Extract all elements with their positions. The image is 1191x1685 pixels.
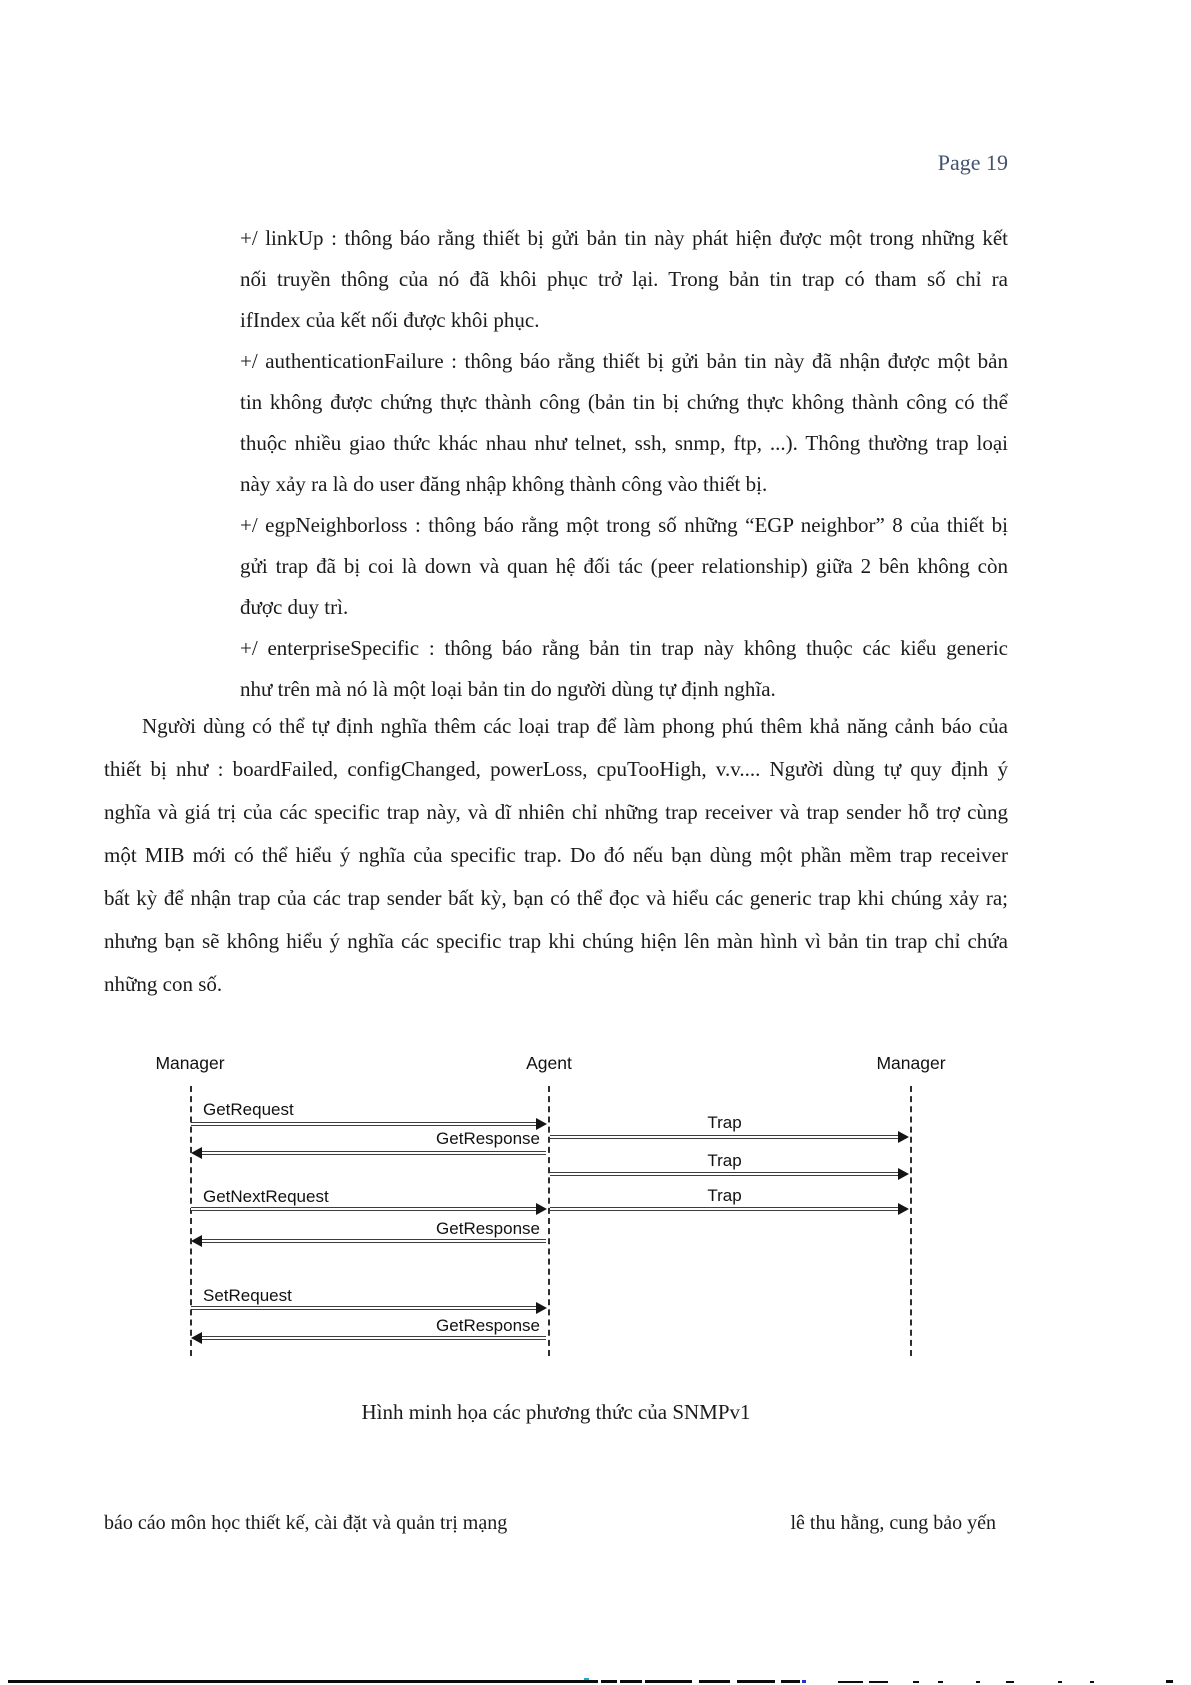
list-line: +/ egpNeighborloss : thông báo rằng một trong số những “EGP neighbor” 8 của thiết bị: [240, 513, 1008, 537]
list-line: +/ authenticationFailure : thông báo rằng thiết bị gửi bản tin này đã nhận được một bản: [240, 349, 1008, 373]
snmp-sequence-diagram: [140, 1045, 970, 1367]
paragraph-line: nghĩa và giá trị của các specific trap này, và dĩ nhiên chỉ những trap receiver và trap sender hỗ trợ cùng: [104, 800, 1008, 824]
message-arrow-trap: [550, 1172, 899, 1176]
message-arrow-setrequest: [191, 1306, 537, 1310]
message-label-trap: Trap: [707, 1151, 742, 1170]
message-arrow-getresponse: [200, 1151, 546, 1155]
list-line: +/ linkUp : thông báo rằng thiết bị gửi bản tin này phát hiện được một trong những kết: [240, 226, 1008, 250]
message-label-getresponse: GetResponse: [436, 1316, 540, 1335]
page-number: Page 19: [937, 150, 1008, 175]
list-line: +/ enterpriseSpecific : thông báo rằng bản tin trap này không thuộc các kiểu generic: [240, 636, 1008, 660]
trap-types-list: [240, 218, 1008, 710]
body-paragraph: [104, 705, 1008, 1006]
footer-authors: lê thu hằng, cung bảo yến: [790, 1512, 996, 1534]
message-arrow-getrequest: [191, 1122, 537, 1126]
lifeline-manager-right: [910, 1086, 912, 1356]
message-label-getrequest: GetRequest: [203, 1100, 294, 1119]
list-line: được duy trì.: [240, 595, 349, 619]
arrowhead-left-icon: [191, 1235, 202, 1247]
figure-caption: Hình minh họa các phương thức của SNMPv1: [361, 1400, 751, 1424]
lifeline-manager-left: [190, 1086, 192, 1356]
list-line: gửi trap đã bị coi là down và quan hệ đối tác (peer relationship) giữa 2 bên không còn: [240, 554, 1008, 578]
message-label-trap: Trap: [707, 1113, 742, 1132]
list-line: nối truyền thông của nó đã khôi phục trở lại. Trong bản tin trap có tham số chỉ ra: [240, 267, 1008, 291]
arrowhead-right-icon: [898, 1131, 909, 1143]
message-arrow-getresponse: [200, 1336, 546, 1340]
message-arrow-trap: [550, 1135, 899, 1139]
paragraph-line: thiết bị như : boardFailed, configChanged, powerLoss, cpuTooHigh, v.v.... Người dùng tự quy định ý: [104, 757, 1008, 781]
message-label-getresponse: GetResponse: [436, 1129, 540, 1148]
actor-manager-left: Manager: [155, 1053, 225, 1073]
list-line: tin không được chứng thực thành công (bản tin bị chứng thực không thành công có thể: [240, 390, 1008, 414]
arrowhead-right-icon: [536, 1203, 547, 1215]
message-label-getresponse: GetResponse: [436, 1219, 540, 1238]
arrowhead-right-icon: [536, 1302, 547, 1314]
message-arrow-getresponse: [200, 1239, 546, 1243]
message-label-getnextrequest: GetNextRequest: [203, 1187, 329, 1206]
list-line: như trên mà nó là một loại bản tin do người dùng tự định nghĩa.: [240, 677, 776, 701]
paragraph-line: nhưng bạn sẽ không hiểu ý nghĩa các specific trap khi chúng hiện lên màn hình vì bản tin trap chỉ chứa: [104, 929, 1008, 953]
arrowhead-left-icon: [191, 1332, 202, 1344]
paragraph-line: bất kỳ để nhận trap của các trap sender bất kỳ, bạn có thể đọc và hiểu các generic trap khi chúng xảy ra;: [104, 886, 1008, 910]
message-arrow-trap: [550, 1207, 899, 1211]
list-line: này xảy ra là do user đăng nhập không thành công vào thiết bị.: [240, 472, 768, 496]
list-line: thuộc nhiều giao thức khác nhau như telnet, ssh, snmp, ftp, ...). Thông thường trap loại: [240, 431, 1008, 455]
arrowhead-right-icon: [898, 1168, 909, 1180]
paragraph-line: Người dùng có thể tự định nghĩa thêm các loại trap để làm phong phú thêm khả năng cảnh báo của: [142, 714, 1008, 738]
message-label-setrequest: SetRequest: [203, 1286, 292, 1305]
arrowhead-right-icon: [898, 1203, 909, 1215]
paragraph-line: một MIB mới có thể hiểu ý nghĩa của specific trap. Do đó nếu bạn dùng một phần mềm trap receiver: [104, 843, 1008, 867]
message-label-trap: Trap: [707, 1186, 742, 1205]
actor-agent: Agent: [526, 1053, 572, 1073]
list-line: ifIndex của kết nối được khôi phục.: [240, 308, 540, 332]
message-arrow-getnextrequest: [191, 1207, 537, 1211]
arrowhead-left-icon: [191, 1147, 202, 1159]
paragraph-line: những con số.: [104, 972, 223, 996]
actor-manager-right: Manager: [876, 1053, 946, 1073]
footer-course-title: báo cáo môn học thiết kế, cài đặt và quản trị mạng: [104, 1512, 508, 1534]
